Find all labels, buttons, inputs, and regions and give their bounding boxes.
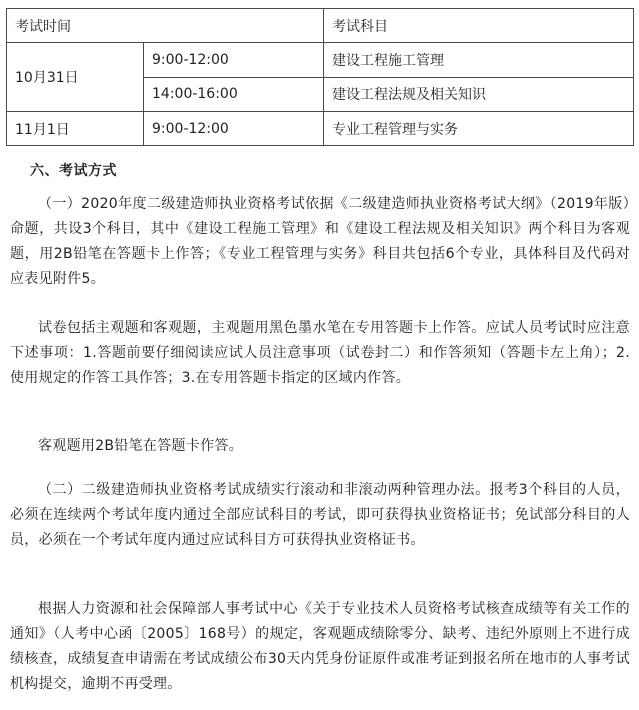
cell-date: 11月1日 [7,112,144,146]
paragraph-objective-answer: 客观题用2B铅笔在答题卡作答。 [38,438,244,454]
table-row [7,43,634,78]
cell-date: 10月31日 [7,43,144,112]
paragraph-answer-rules: 试卷包括主观题和客观题，主观题用黑色墨水笔在专用答题卡上作答。应试人员考试时应注意下述事项：1.答题前要仔细阅读应试人员注意事项（试卷封二）和作答须知（答题卡左上角）；2.使用规定的作答工具作答；3.在专用答题卡指定的区域内作答。 [10,320,630,386]
cell-subject: 建设工程施工管理 [324,43,634,78]
table-row [7,112,634,146]
paragraph-score-management: （二）二级建造师执业资格考试成绩实行滚动和非滚动两种管理办法。报考3个科目的人员，必须在连续两个考试年度内通过全部应试科目的考试，即可获得执业资格证书；免试部分科目的人员，必须在一个考试年度内通过应试科目方可获得执业资格证书。 [10,482,630,548]
cell-time: 9:00-12:00 [144,112,324,146]
section-heading: 六、考试方式 [30,163,117,179]
header-exam-time: 考试时间 [7,9,324,43]
cell-time: 14:00-16:00 [144,77,324,112]
header-exam-subject: 考试科目 [324,9,634,43]
paragraph-exam-basis: （一）2020年度二级建造师执业资格考试依据《二级建造师执业资格考试大纲》（2019年版）命题，共设3个科目，其中《建设工程施工管理》和《建设工程法规及相关知识》两个科目为客观题，用2B铅笔在答题卡上作答；《专业工程管理与实务》科目共包括6个专业，具体科目及代码对应表见附件5。 [10,196,630,287]
paragraph-score-review: 根据人力资源和社会保障部人事考试中心《关于专业技术人员资格考试核查成绩等有关工作的通知》（人考中心函〔2005〕168号）的规定，客观题成绩除零分、缺考、违纪外原则上不进行成绩核查，成绩复查申请需在考试成绩公布30天内凭身份证原件或准考证到报名所在地市的人事考试机构提交，逾期不再受理。 [10,601,630,692]
cell-subject: 专业工程管理与实务 [324,112,634,146]
exam-schedule-table [6,8,634,146]
cell-time: 9:00-12:00 [144,43,324,78]
table-header-row [7,9,634,43]
cell-subject: 建设工程法规及相关知识 [324,77,634,112]
